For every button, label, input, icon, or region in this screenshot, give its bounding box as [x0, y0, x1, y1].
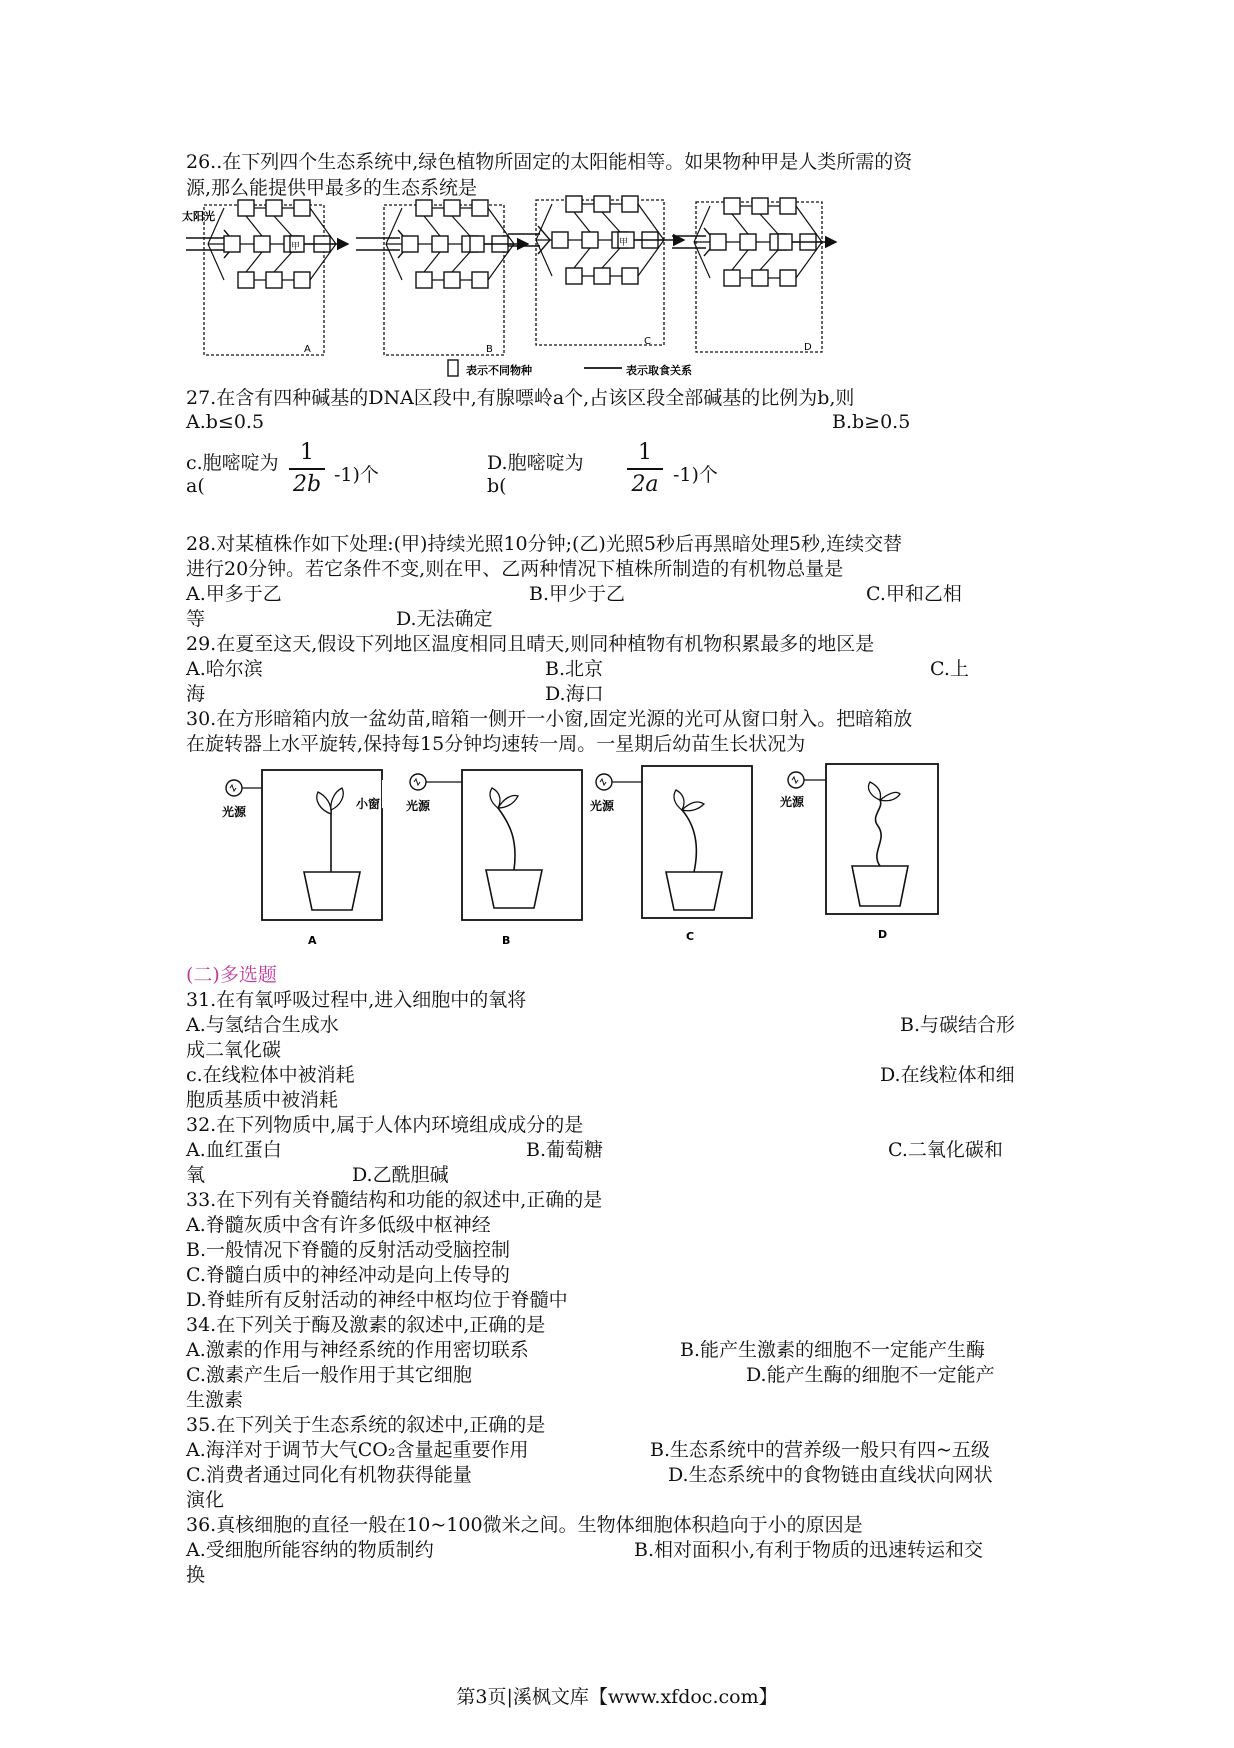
q34-option-b: B.能产生激素的细胞不一定能产生酶: [680, 1339, 986, 1361]
q27-d-denominator: 2a: [631, 471, 659, 497]
q26-legend: [448, 360, 692, 377]
q31-stem: 31.在有氧呼吸过程中,进入细胞中的氧将: [186, 989, 527, 1011]
q27-d-fraction: [627, 440, 663, 498]
q30-seedling-figure: [186, 760, 946, 950]
q28-option-c: C.甲和乙相: [866, 583, 962, 605]
q26-label-b: B: [486, 344, 493, 355]
q29-option-a: A.哈尔滨: [186, 658, 263, 680]
q30-panel-d: [780, 764, 938, 941]
q28-option-c-cont: 等: [186, 608, 206, 630]
q30-panel-a: [222, 770, 386, 947]
q32-stem: 32.在下列物质中,属于人体内环境组成成分的是: [186, 1114, 584, 1136]
q32-option-d: D.乙酰胆碱: [352, 1164, 449, 1186]
q30-label-a: A: [308, 934, 317, 947]
q30-stem-line1: 30.在方形暗箱内放一盆幼苗,暗箱一侧开一小窗,固定光源的光可从窗口射入。把暗箱放: [186, 708, 913, 730]
q26-jia-a: 甲: [291, 242, 301, 252]
q32-option-b: B.葡萄糖: [526, 1139, 604, 1161]
q28-option-d: D.无法确定: [396, 608, 493, 630]
q26-stem-line2: 源,那么能提供甲最多的生态系统是: [186, 177, 478, 199]
q30-a-light-label: 光源: [222, 805, 247, 819]
q31-option-d: D.在线粒体和细: [880, 1064, 1015, 1086]
q27-option-d-text: D.胞嘧啶为: [487, 452, 584, 474]
q30-stem-line2: 在旋转器上水平旋转,保持每15分钟均速转一周。一星期后幼苗生长状况为: [186, 733, 806, 755]
q33-option-c: C.脊髓白质中的神经冲动是向上传导的: [186, 1264, 510, 1286]
q26-panel-d: [672, 198, 836, 353]
q30-label-c: C: [686, 930, 695, 943]
q27-option-c-text: c.胞嘧啶为: [186, 452, 279, 474]
page-footer: 第3页|溪枫文库【www.xfdoc.com】: [456, 1686, 778, 1708]
q30-b-light-label: 光源: [406, 799, 431, 813]
q30-panel-c: [590, 766, 752, 943]
q31-option-b-cont: 成二氧化碳: [186, 1039, 282, 1061]
q27-stem: 27.在含有四种碱基的DNA区段中,有腺嘌岭a个,占该区段全部碱基的比例为b,则: [186, 387, 855, 409]
q31-option-d-cont: 胞质基质中被消耗: [186, 1089, 339, 1111]
q35-option-d-cont: 演化: [186, 1489, 225, 1511]
q36-option-b-cont: 换: [186, 1564, 206, 1586]
q34-stem: 34.在下列关于酶及激素的叙述中,正确的是: [186, 1314, 546, 1336]
q34-option-d-cont: 生激素: [186, 1389, 244, 1411]
q27-c-fraction: [289, 440, 325, 498]
q35-stem: 35.在下列关于生态系统的叙述中,正确的是: [186, 1414, 546, 1436]
legend-box-icon: [448, 360, 458, 376]
q31-option-b: B.与碳结合形: [900, 1014, 1016, 1036]
q29-option-c: C.上: [930, 658, 969, 680]
q36-option-a: A.受细胞所能容纳的物质制约: [186, 1539, 434, 1561]
q30-d-light-label: 光源: [780, 795, 805, 809]
q27-d-numerator: 1: [638, 440, 652, 465]
q34-option-c: C.激素产生后一般作用于其它细胞: [186, 1364, 472, 1386]
q26-label-a: A: [304, 344, 311, 355]
legend-species-label: 表示不同物种: [466, 364, 532, 377]
q30-window-label: 小窗: [356, 797, 381, 811]
legend-feeding-label: 表示取食关系: [626, 364, 692, 377]
q34-option-a: A.激素的作用与神经系统的作用密切联系: [186, 1339, 529, 1361]
q27-option-b: B.b≥0.5: [832, 411, 911, 433]
section-heading-multi-choice: (二)多选题: [186, 964, 277, 986]
q26-label-c: C: [644, 336, 651, 347]
q27-option-a: A.b≤0.5: [186, 411, 265, 433]
q31-option-a: A.与氢结合生成水: [186, 1014, 339, 1036]
light-source-icon: [410, 774, 426, 790]
q29-option-d: D.海口: [545, 683, 604, 705]
q26-panel-a: [182, 200, 348, 355]
q30-c-light-label: 光源: [590, 799, 615, 813]
q31-option-c: c.在线粒体中被消耗: [186, 1064, 355, 1086]
light-source-icon: [596, 774, 612, 790]
q27-c-denominator: 2b: [292, 471, 322, 497]
q34-option-d: D.能产生酶的细胞不一定能产: [746, 1364, 995, 1386]
q36-option-b: B.相对面积小,有利于物质的迅速转运和交: [634, 1539, 984, 1561]
q26-panel-b: [356, 200, 528, 355]
q28-option-b: B.甲少于乙: [529, 583, 626, 605]
q28-stem-line1: 28.对某植株作如下处理:(甲)持续光照10分钟;(乙)光照5秒后再黑暗处理5秒,连续交替: [186, 533, 903, 555]
q30-label-d: D: [878, 928, 888, 941]
q32-option-c: C.二氧化碳和: [888, 1139, 1003, 1161]
q27-c-numerator: 1: [300, 440, 314, 465]
q35-option-a: A.海洋对于调节大气CO₂含量起重要作用: [186, 1439, 529, 1461]
q32-option-a: A.血红蛋白: [186, 1139, 282, 1161]
light-source-icon: [788, 772, 804, 788]
q26-sun-label: 太阳光: [182, 210, 215, 223]
q29-option-b: B.北京: [545, 658, 604, 680]
q33-option-d: D.脊蛙所有反射活动的神经中枢均位于脊髓中: [186, 1289, 568, 1311]
q27-c-tail: -1)个: [334, 464, 379, 486]
light-source-icon: [226, 780, 242, 796]
q30-panel-b: [406, 770, 582, 947]
q35-option-b: B.生态系统中的营养级一般只有四~五级: [650, 1439, 990, 1461]
q27-option-c-sub: a(: [186, 475, 205, 497]
q32-option-c-cont: 氧: [186, 1164, 206, 1186]
q33-stem: 33.在下列有关脊髓结构和功能的叙述中,正确的是: [186, 1189, 603, 1211]
q26-panel-c: [508, 196, 684, 347]
q35-option-d: D.生态系统中的食物链由直线状向网状: [668, 1464, 993, 1486]
q33-option-b: B.一般情况下脊髓的反射活动受脑控制: [186, 1239, 511, 1261]
q36-stem: 36.真核细胞的直径一般在10~100微米之间。生物体细胞体积趋向于小的原因是: [186, 1514, 863, 1536]
q30-label-b: B: [502, 934, 511, 947]
q27-option-d-sub: b(: [487, 475, 507, 497]
q26-stem-line1: 26..在下列四个生态系统中,绿色植物所固定的太阳能相等。如果物种甲是人类所需的资: [186, 151, 913, 173]
q28-option-a: A.甲多于乙: [186, 583, 282, 605]
q26-label-d: D: [804, 342, 812, 353]
q28-stem-line2: 进行20分钟。若它条件不变,则在甲、乙两种情况下植株所制造的有机物总量是: [186, 558, 844, 580]
q27-d-tail: -1)个: [673, 464, 718, 486]
q33-option-a: A.脊髓灰质中含有许多低级中枢神经: [186, 1214, 491, 1236]
q26-jia-c: 甲: [619, 238, 629, 248]
q26-ecosystem-figure: [182, 200, 926, 382]
q29-option-c-cont: 海: [186, 683, 206, 705]
q35-option-c: C.消费者通过同化有机物获得能量: [186, 1464, 472, 1486]
q29-stem: 29.在夏至这天,假设下列地区温度相同且晴天,则同种植物有机物积累最多的地区是: [186, 633, 875, 655]
